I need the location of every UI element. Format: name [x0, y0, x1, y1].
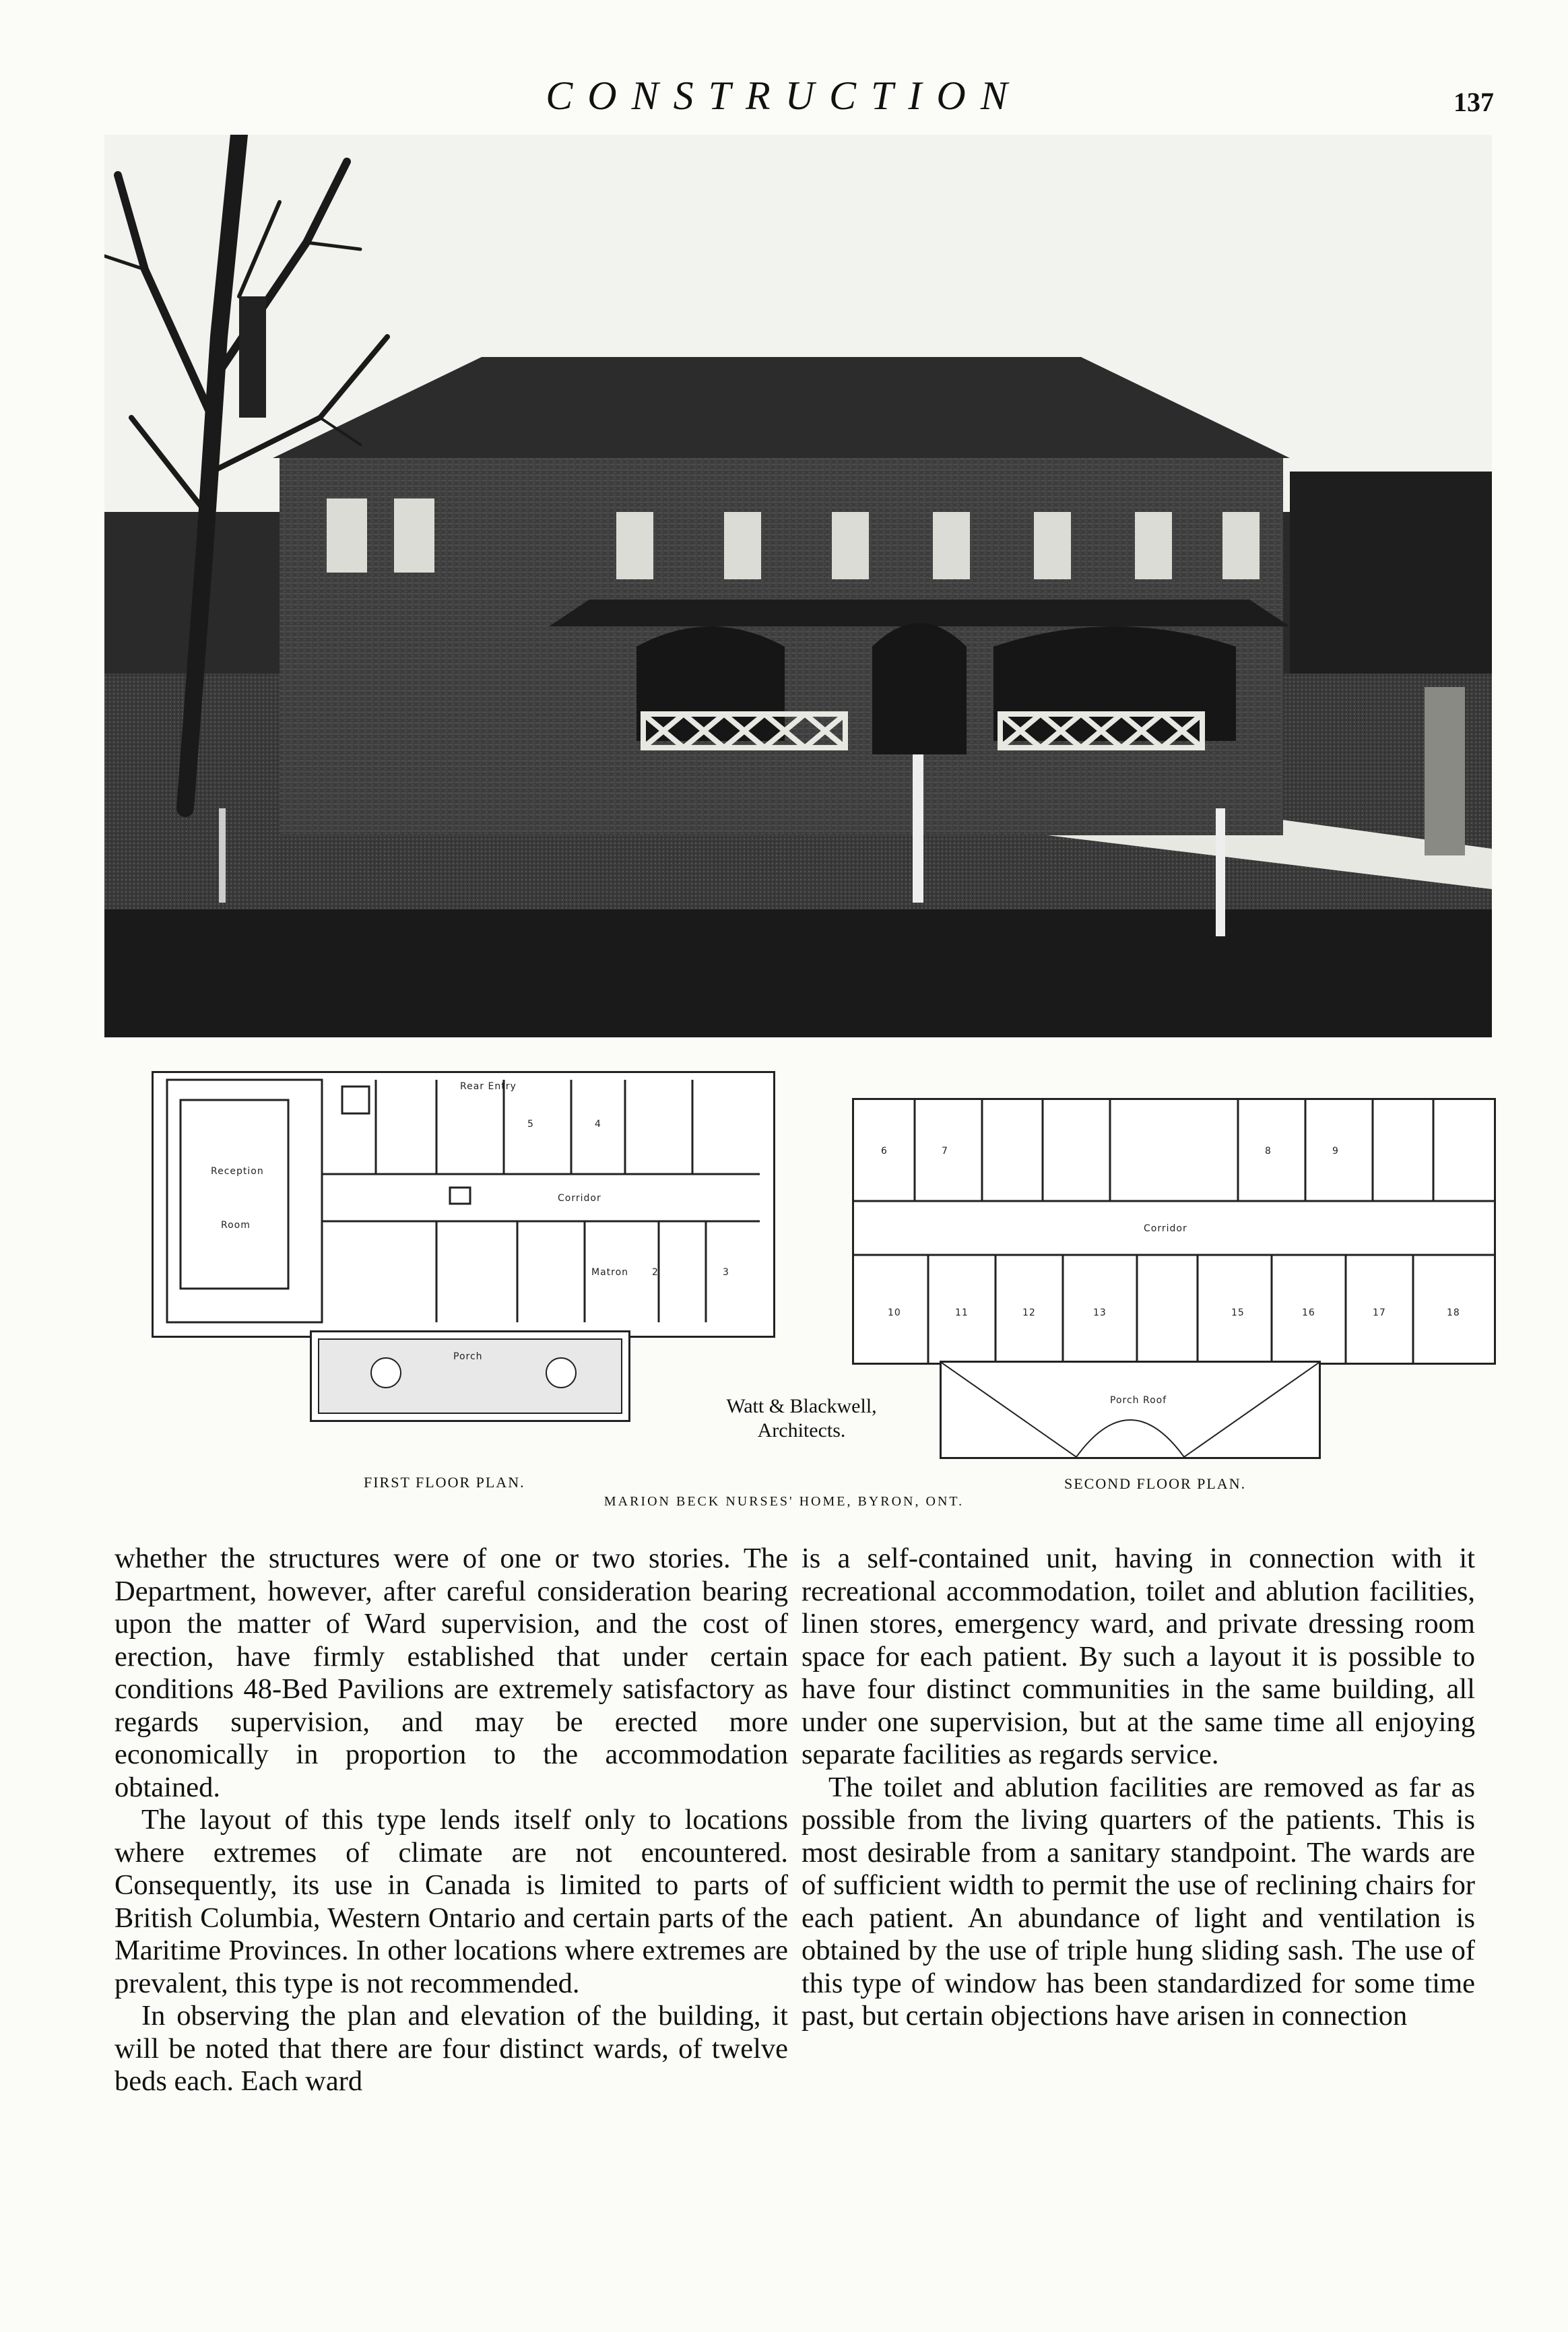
- room-11-label: 11: [955, 1307, 969, 1318]
- rear-entry-label: Rear Entry: [460, 1081, 517, 1092]
- first-floor-caption: FIRST FLOOR PLAN.: [364, 1474, 525, 1491]
- right-column: [802, 1543, 1475, 2033]
- second-floor-porch-roof: [940, 1361, 1321, 1459]
- paragraph: is a self-contained unit, having in connection with it recreational accommodation, toilet and ablution facilities, linen stores, emergency ward, and private dressing room space for each patient. By such a layout it is possible to have four distinct communities in the same building, all under one supervision, but at the same time all enjoying separate facilities as regards service.: [802, 1543, 1475, 1770]
- porch-roof-label: Porch Roof: [1110, 1395, 1167, 1406]
- corridor-label-2: Corridor: [1144, 1223, 1187, 1234]
- corridor-label: Corridor: [558, 1193, 601, 1204]
- room-18-label: 18: [1447, 1307, 1460, 1318]
- porch-label: Porch: [453, 1351, 483, 1362]
- room-4-label: 4: [595, 1119, 601, 1130]
- building-photo: [104, 135, 1492, 1037]
- room-9-label: 9: [1332, 1146, 1339, 1157]
- room-6-label: 6: [881, 1146, 888, 1157]
- room-15-label: 15: [1231, 1307, 1245, 1318]
- room-7-label: 7: [942, 1146, 948, 1157]
- left-column: [115, 1543, 788, 2098]
- paragraph: The toilet and ablution facilities are removed as far as possible from the living quarters of the patients. This is most desirable from a sanitary standpoint. The wards are of sufficient width to permit the use of reclining chairs for each patient. An abundance of light and ventilation is obtained by the use of triple hung sliding sash. The use of this type of window has been standardized for some time past, but certain objections have arisen in connection: [802, 1771, 1475, 2032]
- room-3-label: 3: [723, 1267, 729, 1278]
- reception-label: Reception: [211, 1166, 264, 1177]
- architect-credit: [700, 1394, 903, 1443]
- paragraph: whether the structures were of one or two stories. The Department, however, after careful consideration bearing upon the matter of Ward supervision, and the cost of erection, have firmly established that under certain conditions 48-Bed Pavilions are extremely satisfactory as regards supervision, and may be erected more economically in proportion to the accommodation obtained.: [115, 1543, 788, 1803]
- room-5-label: 5: [527, 1119, 534, 1130]
- matron-label: Matron: [591, 1267, 629, 1278]
- room-17-label: 17: [1373, 1307, 1386, 1318]
- room-2-label: 2: [652, 1267, 659, 1278]
- architect-title: Architects.: [757, 1419, 846, 1442]
- running-title: CONSTRUCTION: [546, 73, 1022, 118]
- room-8-label: 8: [1265, 1146, 1272, 1157]
- room-12-label: 12: [1022, 1307, 1036, 1318]
- first-floor-porch: [310, 1330, 630, 1422]
- room-label: Room: [221, 1220, 251, 1231]
- second-floor-caption: SECOND FLOOR PLAN.: [1064, 1475, 1247, 1492]
- figure-caption: MARION BECK NURSES' HOME, BYRON, ONT.: [603, 1494, 965, 1509]
- room-10-label: 10: [888, 1307, 901, 1318]
- room-13-label: 13: [1093, 1307, 1107, 1318]
- architect-name: Watt & Blackwell,: [726, 1395, 877, 1417]
- first-floor-plan: [152, 1071, 775, 1338]
- page-number: 137: [1453, 87, 1494, 117]
- paragraph: In observing the plan and elevation of the building, it will be noted that there are four distinct wards, of twelve beds each. Each ward: [115, 2000, 788, 2097]
- paragraph: The layout of this type lends itself only to locations where extremes of climate are not encountered. Consequently, its use in Canada is limited to parts of British Columbia, Western Ontario and certain parts of the Maritime Provinces. In other locations where extremes are prevalent, this type is not recommended.: [115, 1804, 788, 1999]
- building-photo-icon: [104, 135, 1492, 1037]
- room-16-label: 16: [1302, 1307, 1315, 1318]
- second-floor-plan: [852, 1098, 1496, 1365]
